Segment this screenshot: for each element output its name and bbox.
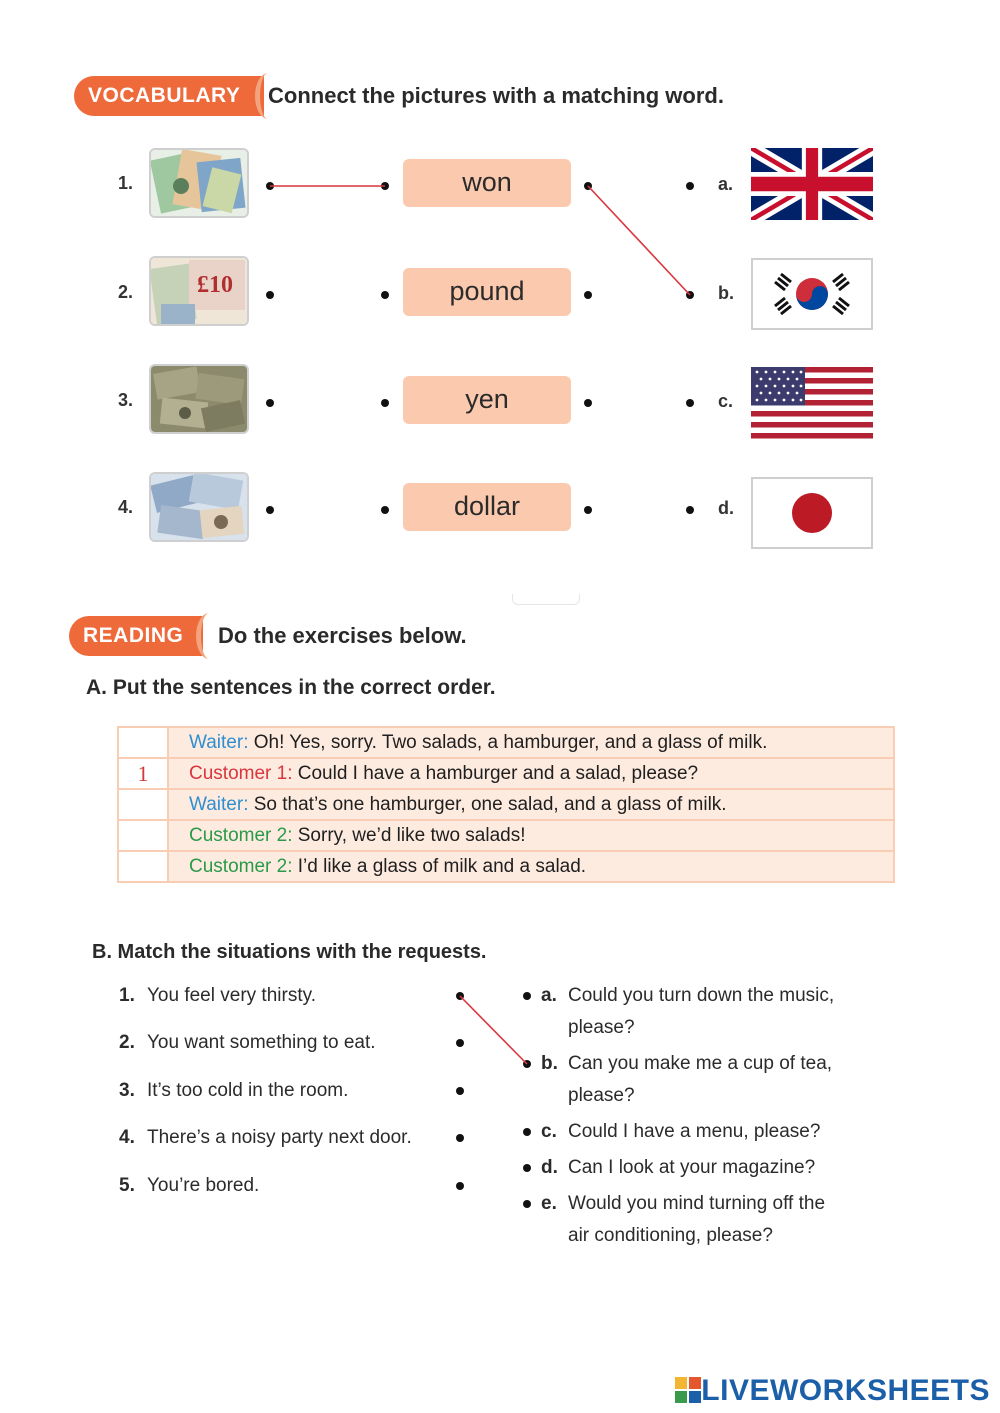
order-row [118,758,894,789]
order-input[interactable] [118,851,168,882]
situation-number: 5. [119,1175,135,1196]
order-row [118,820,894,851]
item-number-4: 4. [118,497,134,517]
item-number-3: 3. [118,390,134,410]
order-sentence [168,727,894,758]
request-letter: e. [541,1193,557,1214]
sentence-text: Oh! Yes, sorry. Two salads, a hamburger, and a glass of milk. [248,731,768,753]
order-input[interactable]: 1 [118,758,168,789]
sentence-text: I’d like a glass of milk and a salad. [292,855,587,877]
situation-4 [119,1127,412,1149]
situation-text: It’s too cold in the room. [147,1080,349,1101]
situation-text: You feel very thirsty. [147,985,316,1006]
request-letter: a. [541,985,557,1006]
order-input[interactable] [118,727,168,758]
request-e [541,1188,825,1252]
flag-letter-d: d. [718,498,734,518]
situation-number: 1. [119,985,135,1006]
situation-number: 4. [119,1127,135,1148]
word-box-yen: yen [403,376,571,424]
svg-text:£10: £10 [197,272,233,298]
order-input[interactable] [118,789,168,820]
request-text-line1: Could you turn down the music, [568,985,835,1006]
request-dot-c[interactable] [523,1128,531,1136]
speaker-label: Waiter: [189,793,249,815]
word-box-pound: pound [403,268,571,316]
order-input[interactable] [118,820,168,851]
flag-letter-a: a. [718,174,734,194]
request-d [541,1152,815,1184]
flag-letter-c: c. [718,391,734,411]
sentence-text: Sorry, we’d like two salads! [292,824,526,846]
situation-text: You’re bored. [147,1175,260,1196]
order-row [118,789,894,820]
item-number-2: 2. [118,282,134,302]
request-letter: b. [541,1053,558,1074]
order-sentence [168,851,894,882]
sentence-text: So that’s one hamburger, one salad, and a glass of milk. [248,793,727,815]
item-number-1: 1. [118,173,134,193]
logo-text: LIVEWORKSHEETS [701,1374,990,1407]
request-dot-d[interactable] [523,1164,531,1172]
situation-5 [119,1175,259,1197]
liveworksheets-logo [675,1374,990,1408]
request-text-line1: Could I have a menu, please? [568,1121,821,1142]
request-text-line2: air conditioning, please? [568,1225,773,1246]
order-sentence [168,789,894,820]
order-row [118,727,894,758]
vocabulary-connection-lines [0,0,1000,600]
situation-number: 2. [119,1032,135,1053]
request-letter: d. [541,1157,558,1178]
reading-tag: READING [69,616,203,656]
vocabulary-tag: VOCABULARY [74,76,264,116]
speaker-label: Customer 1: [189,762,293,784]
part-b-title: B. Match the situations with the requests. [92,941,487,963]
order-table [117,726,895,883]
speaker-label: Customer 2: [189,824,293,846]
situation-dot-5[interactable] [456,1182,464,1190]
situation-dot-4[interactable] [456,1134,464,1142]
request-text-line1: Would you mind turning off the [568,1193,826,1214]
request-text-line2: please? [568,1085,635,1106]
flag-letter-b: b. [718,283,734,303]
sentence-text: Could I have a hamburger and a salad, please? [292,762,699,784]
request-dot-e[interactable] [523,1200,531,1208]
situation-text: You want something to eat. [147,1032,376,1053]
request-c [541,1116,820,1148]
order-sentence [168,820,894,851]
matching-connection-line [0,960,1000,1100]
word-box-won: won [403,159,571,207]
situation-number: 3. [119,1080,135,1101]
reading-instruction: Do the exercises below. [218,623,467,648]
order-row [118,851,894,882]
speaker-label: Waiter: [189,731,249,753]
liveworksheets-icon [675,1377,701,1403]
request-text-line1: Can I look at your magazine? [568,1157,816,1178]
order-sentence [168,758,894,789]
page-divider-tab [512,594,580,605]
vocabulary-instruction: Connect the pictures with a matching word. [268,83,724,108]
situation-text: There’s a noisy party next door. [147,1127,412,1148]
request-text-line2: please? [568,1017,635,1038]
speaker-label: Customer 2: [189,855,293,877]
part-a-title: A. Put the sentences in the correct order. [86,676,496,699]
word-box-dollar: dollar [403,483,571,531]
request-text-line1: Can you make me a cup of tea, [568,1053,833,1074]
request-letter: c. [541,1121,557,1142]
